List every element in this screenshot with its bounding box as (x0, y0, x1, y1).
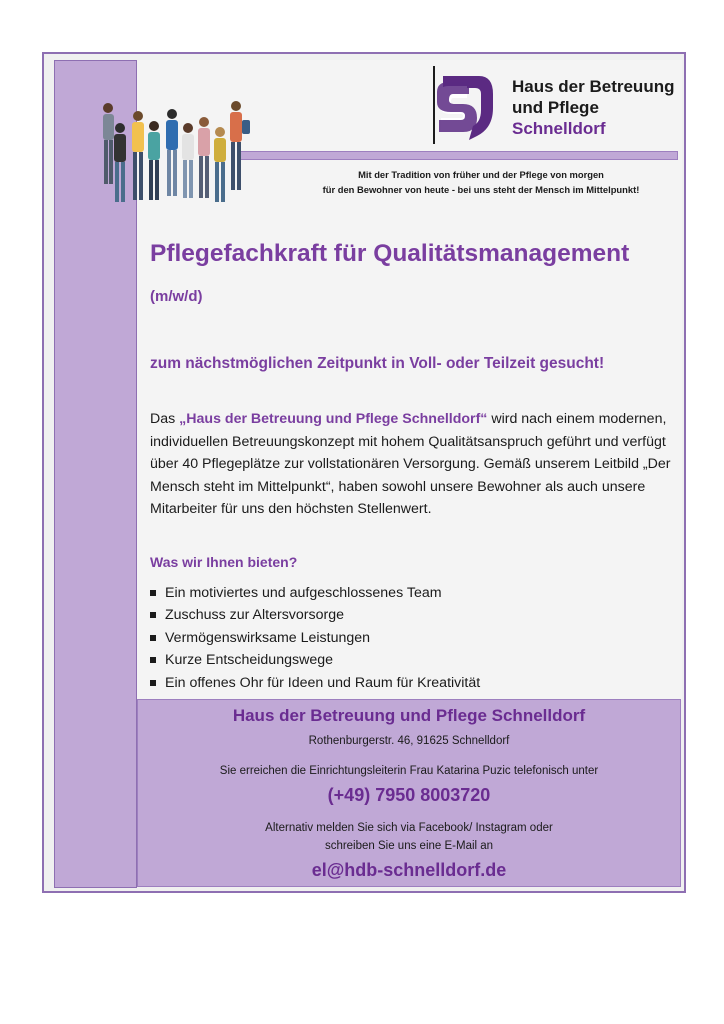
gender-note: (m/w/d) (150, 288, 203, 305)
list-item: Kurze Entscheidungswege (150, 649, 480, 671)
contact-address: Rothenburgerstr. 46, 91625 Schnelldorf (308, 735, 510, 747)
list-item: Vermögenswirksame Leistungen (150, 627, 480, 649)
tagline-line2: für den Bewohner von heute - bei uns steht der Mensch im Mittelpunkt! (322, 184, 640, 195)
intro-highlight: „Haus der Betreuung und Pflege Schnelldorf“ (179, 411, 488, 427)
job-title: Pflegefachkraft für Qualitätsmanagement (150, 240, 630, 267)
intro-prefix: Das (150, 411, 180, 427)
intro-paragraph (150, 408, 680, 521)
contact-reach-text: Sie erreichen die Einrichtungsleiterin Frau Katarina Puzic telefonisch unter (219, 765, 599, 777)
contact-phone[interactable]: (+49) 7950 8003720 (327, 785, 491, 805)
offers-heading: Was wir Ihnen bieten? (150, 554, 298, 570)
contact-box (137, 699, 681, 887)
organization-name (512, 76, 674, 139)
contact-alt-line2: schreiben Sie uns eine E-Mail an (324, 840, 494, 852)
group-of-people-illustration (96, 98, 256, 210)
intro-text: wird nach einem modernen, individuellen Betreuungskonzept mit hohem Qualitätsanspruch geführt und verfügt über 40 Pflegeplätze zur vollstationären Versorgung. Gemäß unserem Leitbild „Der Mensch steht im Mittelpunkt“, haben sowohl unsere Bewohner als auch unsere Mitarbeiter für uns den höchsten Stellenwert. (150, 411, 671, 517)
list-item: Ein motiviertes und aufgeschlossenes Team (150, 582, 480, 604)
contact-name: Haus der Betreuung und Pflege Schnelldorf (232, 706, 586, 725)
org-name-line2: und Pflege (512, 98, 599, 117)
tagline-line1: Mit der Tradition von früher und der Pflege von morgen (358, 169, 604, 180)
list-item: Ein offenes Ohr für Ideen und Raum für Kreativität (150, 672, 480, 694)
job-subtitle: zum nächstmöglichen Zeitpunkt in Voll- oder Teilzeit gesucht! (150, 355, 605, 372)
contact-alt-line1: Alternativ melden Sie sich via Facebook/ Instagram oder (265, 822, 553, 834)
org-name-line1: Haus der Betreuung (512, 77, 675, 96)
header-rule (238, 151, 678, 160)
contact-email[interactable]: el@hdb-schnelldorf.de (311, 860, 507, 880)
tagline (238, 167, 724, 197)
list-item: Zuschuss zur Altersvorsorge (150, 604, 480, 626)
org-name-line3: Schnelldorf (512, 119, 606, 138)
offers-list (150, 582, 480, 694)
sj-monogram-logo (433, 66, 499, 144)
